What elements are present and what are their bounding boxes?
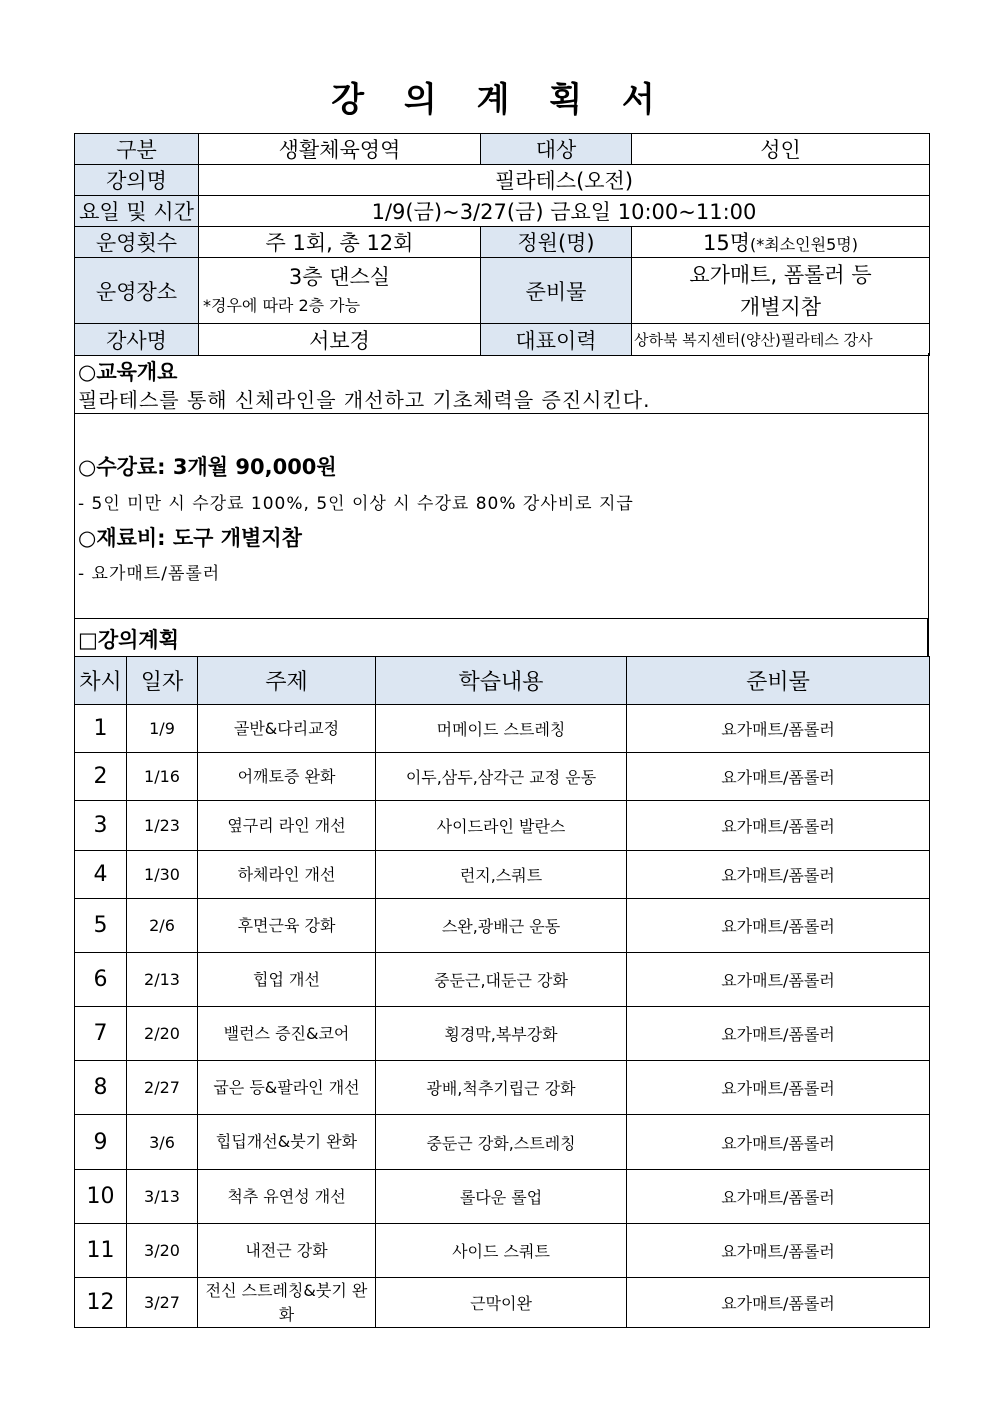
date-cell: 2/6 [127, 899, 198, 953]
col-header-no: 차시 [75, 657, 127, 705]
topic-cell: 하체라인 개선 [198, 851, 376, 899]
plan-header-row [75, 657, 930, 705]
topic-cell: 전신 스트레칭&붓기 완화 [198, 1278, 376, 1328]
supplies-cell: 요가매트/폼롤러 [627, 753, 930, 801]
table-row [75, 1224, 930, 1278]
topic-cell: 어깨토증 완화 [198, 753, 376, 801]
course-value: 필라테스(오전) [199, 165, 930, 196]
session-no-cell: 7 [75, 1007, 127, 1061]
capacity-note: (*최소인원5명) [750, 235, 858, 254]
topic-cell: 후면근육 강화 [198, 899, 376, 953]
category-label: 구분 [75, 134, 199, 165]
table-row [75, 1278, 930, 1328]
tuition-heading: ○수강료: 3개월 90,000원 [78, 455, 337, 479]
content-cell: 런지,스쿼트 [376, 851, 627, 899]
content-cell: 사이드라인 발란스 [376, 801, 627, 851]
date-cell: 3/27 [127, 1278, 198, 1328]
date-cell: 1/23 [127, 801, 198, 851]
session-no-cell: 1 [75, 705, 127, 753]
schedule-value: 1/9(금)~3/27(금) 금요일 10:00~11:00 [199, 196, 930, 227]
supplies-cell: 요가매트/폼롤러 [627, 1224, 930, 1278]
topic-cell: 힙딥개선&붓기 완화 [198, 1115, 376, 1170]
venue-note: *경우에 따라 2층 가능 [203, 295, 361, 315]
table-row [75, 1061, 930, 1115]
col-header-supplies: 준비물 [627, 657, 930, 705]
sessions-label: 운영횟수 [75, 227, 199, 258]
session-no-cell: 2 [75, 753, 127, 801]
session-no-cell: 8 [75, 1061, 127, 1115]
col-header-content: 학습내용 [376, 657, 627, 705]
date-cell: 3/13 [127, 1170, 198, 1224]
topic-cell: 옆구리 라인 개선 [198, 801, 376, 851]
capacity-label: 정원(명) [481, 227, 632, 258]
content-cell: 광배,척추기립근 강화 [376, 1061, 627, 1115]
supplies-cell: 요가매트/폼롤러 [627, 953, 930, 1007]
session-no-cell: 5 [75, 899, 127, 953]
date-cell: 2/13 [127, 953, 198, 1007]
table-row [75, 1007, 930, 1061]
supplies-line1: 요가매트, 폼롤러 등 [689, 262, 872, 287]
instructor-label: 강사명 [75, 324, 199, 356]
venue-label: 운영장소 [75, 258, 199, 324]
content-cell: 근막이완 [376, 1278, 627, 1328]
topic-cell: 밸런스 증진&코어 [198, 1007, 376, 1061]
topic-cell: 내전근 강화 [198, 1224, 376, 1278]
table-row [75, 705, 930, 753]
venue-value [199, 258, 481, 324]
content-cell: 중둔근 강화,스트레칭 [376, 1115, 627, 1170]
info-table [74, 133, 930, 356]
session-no-cell: 12 [75, 1278, 127, 1328]
target-label: 대상 [481, 134, 632, 165]
target-value: 성인 [632, 134, 930, 165]
session-no-cell: 6 [75, 953, 127, 1007]
table-row [75, 1170, 930, 1224]
schedule-label: 요일 및 시간 [75, 196, 199, 227]
date-cell: 1/9 [127, 705, 198, 753]
supplies-cell: 요가매트/폼롤러 [627, 851, 930, 899]
supplies-cell: 요가매트/폼롤러 [627, 1170, 930, 1224]
plan-table [74, 656, 930, 1328]
supplies-value [632, 258, 930, 324]
fees-section [74, 413, 929, 619]
supplies-cell: 요가매트/폼롤러 [627, 899, 930, 953]
capacity-main: 15명 [703, 231, 751, 255]
material-note: - 요가매트/폼롤러 [78, 564, 221, 584]
topic-cell: 척추 유연성 개선 [198, 1170, 376, 1224]
page-title: 강 의 계 획 서 [331, 80, 669, 120]
table-row [75, 899, 930, 953]
supplies-cell: 요가매트/폼롤러 [627, 1278, 930, 1328]
material-heading: ○재료비: 도구 개별지참 [78, 526, 302, 550]
date-cell: 1/16 [127, 753, 198, 801]
session-no-cell: 9 [75, 1115, 127, 1170]
category-value: 생활체육영역 [199, 134, 481, 165]
date-cell: 3/6 [127, 1115, 198, 1170]
plan-heading: □강의계획 [78, 628, 179, 652]
topic-cell: 굽은 등&팔라인 개선 [198, 1061, 376, 1115]
supplies-cell: 요가매트/폼롤러 [627, 1061, 930, 1115]
session-no-cell: 3 [75, 801, 127, 851]
col-header-topic: 주제 [198, 657, 376, 705]
supplies-cell: 요가매트/폼롤러 [627, 1115, 930, 1170]
overview-heading: ○교육개요 [78, 360, 178, 384]
career-label: 대표이력 [481, 324, 632, 356]
career-value: 상하북 복지센터(양산)필라테스 강사 [632, 324, 930, 356]
date-cell: 2/27 [127, 1061, 198, 1115]
sessions-value: 주 1회, 총 12회 [199, 227, 481, 258]
course-label: 강의명 [75, 165, 199, 196]
overview-section [74, 353, 929, 414]
content-cell: 이두,삼두,삼각근 교정 운동 [376, 753, 627, 801]
supplies-cell: 요가매트/폼롤러 [627, 1007, 930, 1061]
supplies-label: 준비물 [481, 258, 632, 324]
session-no-cell: 4 [75, 851, 127, 899]
content-cell: 횡경막,복부강화 [376, 1007, 627, 1061]
table-row [75, 953, 930, 1007]
supplies-cell: 요가매트/폼롤러 [627, 705, 930, 753]
table-row [75, 753, 930, 801]
content-cell: 중둔근,대둔근 강화 [376, 953, 627, 1007]
instructor-value: 서보경 [199, 324, 481, 356]
tuition-note: - 5인 미만 시 수강료 100%, 5인 이상 시 수강료 80% 강사비로 지급 [78, 494, 634, 514]
capacity-value [632, 227, 930, 258]
topic-cell: 힙업 개선 [198, 953, 376, 1007]
table-row [75, 1115, 930, 1170]
content-cell: 머메이드 스트레칭 [376, 705, 627, 753]
col-header-date: 일자 [127, 657, 198, 705]
session-no-cell: 11 [75, 1224, 127, 1278]
content-cell: 사이드 스쿼트 [376, 1224, 627, 1278]
supplies-line2: 개별지참 [739, 294, 822, 319]
date-cell: 1/30 [127, 851, 198, 899]
venue-main: 3층 댄스실 [288, 264, 391, 289]
content-cell: 롤다운 롤업 [376, 1170, 627, 1224]
table-row [75, 851, 930, 899]
date-cell: 3/20 [127, 1224, 198, 1278]
table-row [75, 801, 930, 851]
content-cell: 스완,광배근 운동 [376, 899, 627, 953]
supplies-cell: 요가매트/폼롤러 [627, 801, 930, 851]
session-no-cell: 10 [75, 1170, 127, 1224]
date-cell: 2/20 [127, 1007, 198, 1061]
plan-heading-box [74, 618, 929, 657]
topic-cell: 골반&다리교정 [198, 705, 376, 753]
overview-text: 필라테스를 통해 신체라인을 개선하고 기초체력을 증진시킨다. [78, 388, 651, 412]
